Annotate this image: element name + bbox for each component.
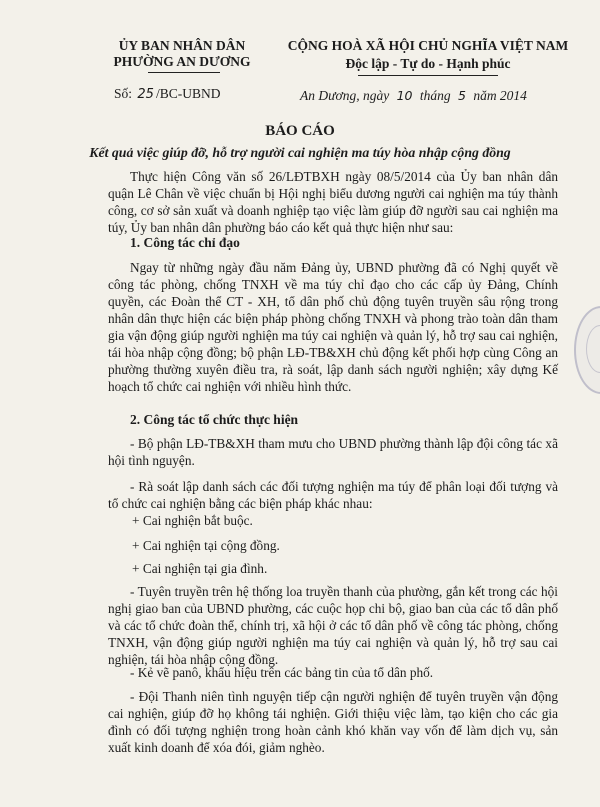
org-underline <box>148 72 220 73</box>
doc-no-suffix: /BC-UBND <box>155 86 221 101</box>
section1-paragraph: Ngay từ những ngày đầu năm Đảng ủy, UBND phường đã có Nghị quyết về công tác phòng, chống TNXH về ma túy chỉ đạo cho các cấp ủy Đảng, Chính quyền, các Đoàn thể CT - XH, tổ dân phố chủ động tuyên truyền sâu rộng trong nhân dân thực hiện các biện pháp phòng chống TNXH và phong trào toàn dân tham gia vận động giúp người nghiện ma túy cai nghiện và quản lý, hỗ trợ sau cai nghiện, tái hòa nhập cộng đồng; bộ phận LĐ-TB&XH chủ động kết phối hợp cùng Công an phường thường xuyên điều tra, rà soát, lập danh sách người nghiện; xây dựng Kế hoạch tổ chức cai nghiện với nhiều hình thức. <box>108 260 558 394</box>
section2-paragraph-4: - Kẻ vẽ panô, khẩu hiệu trên các bảng tin của tổ dân phố. <box>130 665 434 680</box>
doc-no-handwritten: 25 <box>137 87 154 102</box>
date-place: An Dương, ngày <box>300 88 390 103</box>
national-motto: Độc lập - Tự do - Hạnh phúc <box>345 56 511 71</box>
document-number <box>114 86 220 102</box>
section1-heading: 1. Công tác chỉ đạo <box>130 235 240 250</box>
list-item: + Cai nghiện tại gia đình. <box>132 561 268 576</box>
date-month-label: tháng <box>419 88 451 103</box>
national-title: CỘNG HOÀ XÃ HỘI CHỦ NGHĨA VIỆT NAM <box>287 38 569 53</box>
list-item: + Cai nghiện tại cộng đồng. <box>132 538 280 553</box>
intro-paragraph: Thực hiện Công văn số 26/LĐTBXH ngày 08/5/2014 của Ủy ban nhân dân quận Lê Chân về việc chuẩn bị Hội nghị biểu dương người cai nghiện ma túy thành công, cơ sở sản xuất và doanh nghiệp tạo việc làm giúp đỡ người sau cai nghiện ma túy, Ủy ban nhân dân phường báo cáo kết quả thực hiện như sau: <box>108 169 558 235</box>
section2-heading: 2. Công tác tổ chức thực hiện <box>130 412 299 427</box>
org-name-line2: PHƯỜNG AN DƯƠNG <box>113 54 251 69</box>
date-day: 10 <box>396 88 413 103</box>
motto-underline <box>358 75 498 76</box>
org-name-line1: ỦY BAN NHÂN DÂN <box>118 38 246 53</box>
section2-paragraph-5: - Đội Thanh niên tình nguyện tiếp cận người nghiện để tuyên truyền vận động cai nghiện, giúp đỡ họ không tái nghiện. Giới thiệu việc làm, tạo kiện cho các gia đình có đối tượng nghiện trong hoàn cảnh khó khăn vay vốn để làm dịch vụ, sản xuất kinh doanh để xóa đói, giảm nghèo. <box>108 689 558 755</box>
date-year: năm 2014 <box>473 88 527 103</box>
report-title: BÁO CÁO <box>265 123 335 139</box>
section2-paragraph-3: - Tuyên truyền trên hệ thống loa truyền thanh của phường, gắn kết trong các hội nghị giao ban của UBND phường, các cuộc họp chi bộ, giao ban của các tổ dân phố và các tổ chức đoàn thể, chính trị, xã hội ở các tổ dân phố về công tác phòng, chống TNXH, vận động giúp người nghiện ma túy cai nghiện và quản lý, hỗ trợ sau cai nghiện, tái hòa nhập cộng đồng. <box>108 584 558 667</box>
document-date <box>300 88 527 104</box>
date-month: 5 <box>457 88 466 103</box>
list-item: + Cai nghiện bắt buộc. <box>132 513 253 528</box>
report-subtitle: Kết quả việc giúp đỡ, hỗ trợ người cai nghiện ma túy hòa nhập cộng đồng <box>89 145 511 160</box>
doc-no-prefix: Số: <box>114 86 133 101</box>
section2-paragraph-1: - Bộ phận LĐ-TB&XH tham mưu cho UBND phường thành lập đội công tác xã hội tình nguyện. <box>108 436 558 468</box>
section2-paragraph-2: - Rà soát lập danh sách các đối tượng nghiện ma túy để phân loại đối tượng và tổ chức cai nghiện bằng các biện pháp khác nhau: <box>108 479 558 511</box>
